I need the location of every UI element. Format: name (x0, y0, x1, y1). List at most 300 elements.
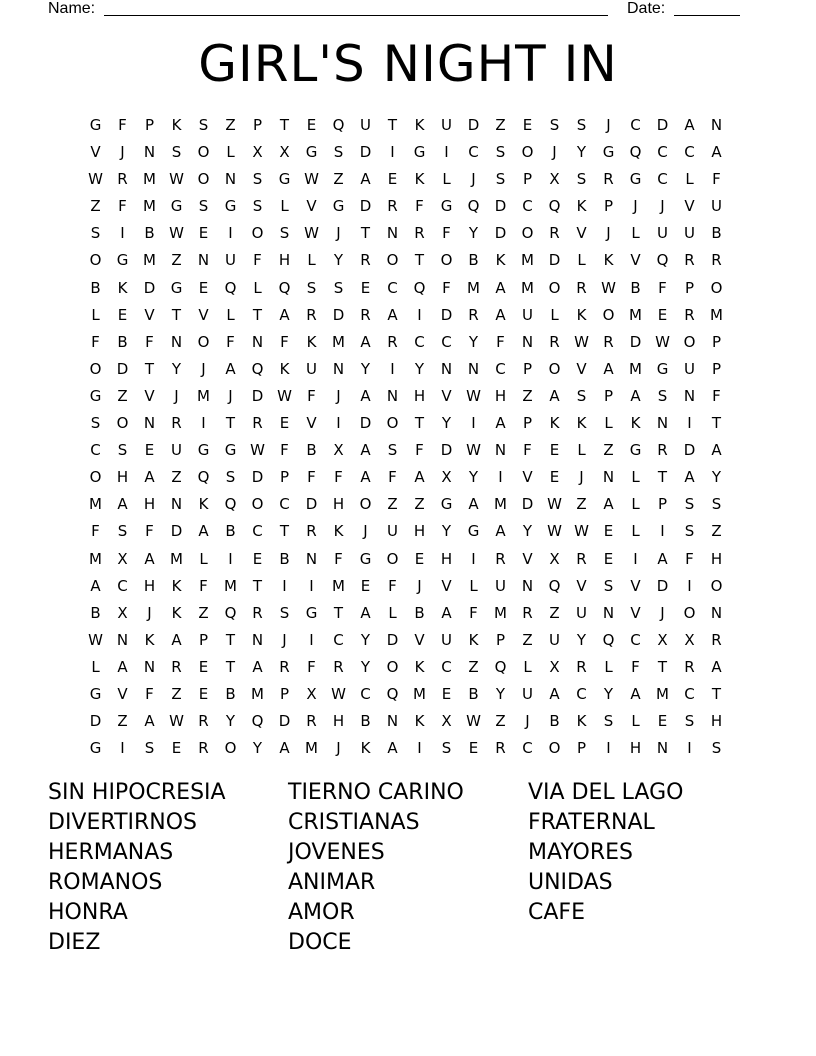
grid-cell[interactable]: X (117, 603, 128, 622)
grid-cell[interactable]: S (441, 739, 452, 758)
grid-cell[interactable]: F (631, 657, 640, 676)
grid-cell[interactable]: R (549, 224, 560, 243)
grid-cell[interactable]: H (710, 549, 723, 568)
name-blank-line[interactable] (104, 15, 608, 16)
grid-cell[interactable]: V (144, 305, 155, 324)
grid-cell[interactable]: N (143, 657, 156, 676)
grid-cell[interactable]: K (603, 251, 614, 270)
grid-cell[interactable]: M (332, 576, 345, 595)
grid-cell[interactable]: T (252, 576, 263, 595)
grid-cell[interactable]: N (602, 603, 615, 622)
grid-cell[interactable]: A (198, 522, 209, 541)
grid-cell[interactable]: G (89, 739, 102, 758)
grid-cell[interactable]: F (280, 441, 289, 460)
grid-cell[interactable]: G (413, 143, 426, 162)
grid-cell[interactable]: D (359, 143, 372, 162)
grid-cell[interactable]: Z (495, 116, 506, 134)
grid-cell[interactable]: O (116, 414, 129, 433)
grid-cell[interactable]: F (307, 468, 316, 487)
grid-cell[interactable]: K (468, 630, 479, 649)
grid-cell[interactable]: Z (711, 522, 722, 541)
grid-cell[interactable]: A (711, 657, 722, 676)
grid-cell[interactable]: W (169, 712, 184, 731)
grid-cell[interactable]: N (251, 630, 264, 649)
grid-cell[interactable]: T (360, 224, 371, 243)
grid-cell[interactable]: S (711, 739, 722, 758)
grid-cell[interactable]: F (307, 386, 316, 405)
grid-cell[interactable]: A (603, 359, 614, 378)
grid-cell[interactable]: T (657, 657, 668, 676)
grid-cell[interactable]: S (549, 116, 560, 134)
grid-cell[interactable]: R (603, 332, 614, 351)
grid-cell[interactable]: D (440, 305, 453, 324)
grid-cell[interactable]: A (657, 549, 668, 568)
grid-cell[interactable]: V (522, 468, 533, 487)
grid-cell[interactable]: H (143, 495, 156, 514)
grid-cell[interactable]: I (282, 576, 287, 595)
grid-cell[interactable]: M (467, 278, 480, 297)
grid-cell[interactable]: A (171, 630, 182, 649)
grid-cell[interactable]: S (684, 712, 695, 731)
grid-cell[interactable]: C (495, 359, 506, 378)
grid-cell[interactable]: A (630, 386, 641, 405)
grid-cell[interactable]: I (471, 414, 476, 433)
grid-cell[interactable]: L (631, 224, 640, 243)
grid-cell[interactable]: X (306, 684, 317, 703)
grid-cell[interactable]: C (387, 278, 398, 297)
grid-cell[interactable]: C (90, 441, 101, 460)
grid-cell[interactable]: R (306, 522, 317, 541)
grid-cell[interactable]: Z (522, 386, 533, 405)
grid-cell[interactable]: R (333, 657, 344, 676)
grid-cell[interactable]: I (228, 549, 233, 568)
grid-cell[interactable]: S (603, 576, 614, 595)
grid-cell[interactable]: N (116, 630, 129, 649)
grid-cell[interactable]: Z (495, 712, 506, 731)
grid-cell[interactable]: F (118, 197, 127, 216)
grid-cell[interactable]: L (199, 549, 208, 568)
grid-cell[interactable]: L (280, 197, 289, 216)
grid-cell[interactable]: N (683, 386, 696, 405)
grid-cell[interactable]: N (521, 332, 534, 351)
grid-cell[interactable]: R (360, 305, 371, 324)
grid-cell[interactable]: K (549, 414, 560, 433)
grid-cell[interactable]: A (495, 305, 506, 324)
grid-cell[interactable]: A (414, 468, 425, 487)
grid-cell[interactable]: F (307, 657, 316, 676)
grid-cell[interactable]: R (711, 630, 722, 649)
grid-cell[interactable]: S (603, 712, 614, 731)
grid-cell[interactable]: R (468, 305, 479, 324)
grid-cell[interactable]: S (90, 414, 101, 433)
grid-cell[interactable]: A (117, 657, 128, 676)
grid-cell[interactable]: O (602, 305, 615, 324)
grid-cell[interactable]: X (333, 441, 344, 460)
grid-cell[interactable]: L (577, 251, 586, 270)
grid-cell[interactable]: V (576, 359, 587, 378)
grid-cell[interactable]: E (198, 657, 209, 676)
grid-cell[interactable]: O (89, 468, 102, 487)
grid-cell[interactable]: P (522, 359, 533, 378)
grid-cell[interactable]: B (279, 549, 290, 568)
grid-cell[interactable]: J (606, 116, 611, 134)
grid-cell[interactable]: O (386, 549, 399, 568)
grid-cell[interactable]: C (333, 630, 344, 649)
grid-cell[interactable]: Y (414, 359, 425, 378)
grid-cell[interactable]: S (576, 170, 587, 189)
grid-cell[interactable]: M (143, 251, 156, 270)
grid-cell[interactable]: A (279, 305, 290, 324)
grid-cell[interactable]: A (117, 495, 128, 514)
grid-cell[interactable]: P (657, 495, 668, 514)
grid-cell[interactable]: T (711, 414, 722, 433)
grid-cell[interactable]: U (522, 305, 533, 324)
grid-cell[interactable]: J (471, 170, 476, 189)
grid-cell[interactable]: S (684, 522, 695, 541)
grid-cell[interactable]: S (576, 386, 587, 405)
grid-cell[interactable]: O (440, 251, 453, 270)
grid-cell[interactable]: O (197, 170, 210, 189)
grid-cell[interactable]: A (360, 170, 371, 189)
grid-cell[interactable]: H (629, 739, 642, 758)
grid-cell[interactable]: D (170, 522, 183, 541)
grid-cell[interactable]: M (170, 549, 183, 568)
grid-cell[interactable]: V (414, 630, 425, 649)
grid-cell[interactable]: L (604, 657, 613, 676)
grid-cell[interactable]: N (197, 251, 210, 270)
grid-cell[interactable]: Z (171, 251, 182, 270)
grid-cell[interactable]: V (522, 549, 533, 568)
grid-cell[interactable]: U (387, 522, 398, 541)
grid-cell[interactable]: F (334, 549, 343, 568)
grid-cell[interactable]: V (576, 576, 587, 595)
grid-cell[interactable]: F (118, 116, 127, 134)
grid-cell[interactable]: J (417, 576, 422, 595)
grid-cell[interactable]: C (576, 684, 587, 703)
grid-cell[interactable]: D (656, 116, 669, 134)
grid-cell[interactable]: L (685, 170, 694, 189)
grid-cell[interactable]: I (309, 630, 314, 649)
grid-cell[interactable]: G (197, 441, 210, 460)
grid-cell[interactable]: N (494, 441, 507, 460)
grid-cell[interactable]: Y (360, 657, 371, 676)
grid-cell[interactable]: Z (117, 712, 128, 731)
grid-cell[interactable]: N (710, 116, 723, 134)
grid-cell[interactable]: O (386, 657, 399, 676)
grid-cell[interactable]: L (604, 414, 613, 433)
grid-cell[interactable]: R (711, 251, 722, 270)
grid-cell[interactable]: Z (522, 630, 533, 649)
grid-cell[interactable]: M (521, 251, 534, 270)
grid-cell[interactable]: G (89, 386, 102, 405)
grid-cell[interactable]: J (525, 712, 530, 731)
grid-cell[interactable]: M (224, 576, 237, 595)
grid-cell[interactable]: A (252, 657, 263, 676)
grid-cell[interactable]: U (684, 224, 695, 243)
grid-cell[interactable]: J (336, 739, 341, 758)
grid-cell[interactable]: G (224, 197, 237, 216)
grid-cell[interactable]: U (495, 576, 506, 595)
grid-cell[interactable]: F (145, 522, 154, 541)
grid-cell[interactable]: A (711, 441, 722, 460)
grid-cell[interactable]: V (441, 386, 452, 405)
grid-cell[interactable]: F (334, 468, 343, 487)
grid-cell[interactable]: N (386, 712, 399, 731)
grid-cell[interactable]: G (440, 495, 453, 514)
grid-cell[interactable]: C (522, 197, 533, 216)
grid-cell[interactable]: R (684, 251, 695, 270)
grid-cell[interactable]: S (252, 170, 263, 189)
grid-cell[interactable]: P (279, 684, 290, 703)
grid-cell[interactable]: M (143, 197, 156, 216)
grid-cell[interactable]: A (549, 684, 560, 703)
grid-cell[interactable]: A (684, 468, 695, 487)
grid-cell[interactable]: G (440, 197, 453, 216)
grid-cell[interactable]: Z (171, 468, 182, 487)
grid-cell[interactable]: I (390, 143, 395, 162)
grid-cell[interactable]: O (521, 143, 534, 162)
grid-cell[interactable]: I (228, 224, 233, 243)
grid-cell[interactable]: I (390, 359, 395, 378)
grid-cell[interactable]: T (279, 522, 290, 541)
grid-cell[interactable]: C (441, 332, 452, 351)
grid-cell[interactable]: Q (224, 603, 237, 622)
grid-cell[interactable]: F (199, 576, 208, 595)
grid-cell[interactable]: S (279, 224, 290, 243)
grid-cell[interactable]: P (144, 116, 155, 134)
grid-cell[interactable]: A (360, 468, 371, 487)
grid-cell[interactable]: N (143, 143, 156, 162)
grid-cell[interactable]: J (120, 143, 125, 162)
grid-cell[interactable]: R (657, 441, 668, 460)
grid-cell[interactable]: C (279, 495, 290, 514)
grid-cell[interactable]: O (89, 359, 102, 378)
grid-cell[interactable]: T (711, 684, 722, 703)
grid-cell[interactable]: D (359, 197, 372, 216)
grid-cell[interactable]: S (144, 739, 155, 758)
grid-cell[interactable]: L (226, 143, 235, 162)
grid-cell[interactable]: V (306, 414, 317, 433)
grid-cell[interactable]: R (414, 224, 425, 243)
grid-cell[interactable]: F (712, 170, 721, 189)
grid-cell[interactable]: R (495, 739, 506, 758)
grid-cell[interactable]: H (413, 386, 426, 405)
grid-cell[interactable]: R (495, 549, 506, 568)
grid-cell[interactable]: L (91, 305, 100, 324)
grid-cell[interactable]: I (417, 739, 422, 758)
grid-cell[interactable]: H (494, 386, 507, 405)
grid-cell[interactable]: C (414, 332, 425, 351)
grid-cell[interactable]: X (441, 712, 452, 731)
grid-cell[interactable]: A (441, 603, 452, 622)
grid-cell[interactable]: V (198, 305, 209, 324)
grid-cell[interactable]: C (468, 143, 479, 162)
grid-cell[interactable]: Q (224, 278, 237, 297)
grid-cell[interactable]: L (307, 251, 316, 270)
grid-cell[interactable]: V (441, 576, 452, 595)
grid-cell[interactable]: T (171, 305, 182, 324)
grid-cell[interactable]: S (387, 441, 398, 460)
grid-cell[interactable]: N (710, 603, 723, 622)
grid-cell[interactable]: F (91, 522, 100, 541)
grid-cell[interactable]: F (523, 441, 532, 460)
grid-cell[interactable]: J (660, 197, 665, 216)
grid-cell[interactable]: O (386, 414, 399, 433)
grid-cell[interactable]: C (630, 630, 641, 649)
grid-cell[interactable]: Y (495, 684, 506, 703)
grid-cell[interactable]: L (388, 603, 397, 622)
grid-cell[interactable]: A (144, 468, 155, 487)
grid-cell[interactable]: J (228, 386, 233, 405)
grid-cell[interactable]: P (603, 386, 614, 405)
grid-cell[interactable]: M (332, 332, 345, 351)
grid-cell[interactable]: M (629, 305, 642, 324)
grid-cell[interactable]: H (413, 522, 426, 541)
grid-cell[interactable]: O (359, 495, 372, 514)
grid-cell[interactable]: N (143, 414, 156, 433)
grid-cell[interactable]: L (631, 522, 640, 541)
grid-cell[interactable]: S (684, 495, 695, 514)
grid-cell[interactable]: R (252, 603, 263, 622)
grid-cell[interactable]: K (630, 414, 641, 433)
grid-cell[interactable]: W (277, 386, 292, 405)
grid-cell[interactable]: K (333, 522, 344, 541)
grid-cell[interactable]: U (657, 224, 668, 243)
grid-cell[interactable]: T (144, 359, 155, 378)
grid-cell[interactable]: H (143, 576, 156, 595)
grid-cell[interactable]: M (251, 684, 264, 703)
grid-cell[interactable]: D (494, 197, 507, 216)
grid-cell[interactable]: A (360, 441, 371, 460)
grid-cell[interactable]: D (629, 332, 642, 351)
grid-cell[interactable]: O (386, 251, 399, 270)
grid-cell[interactable]: I (471, 549, 476, 568)
grid-cell[interactable]: D (386, 630, 399, 649)
grid-cell[interactable]: T (225, 414, 236, 433)
grid-cell[interactable]: E (441, 684, 452, 703)
grid-cell[interactable]: W (547, 495, 562, 514)
grid-cell[interactable]: W (304, 170, 319, 189)
grid-cell[interactable]: N (602, 468, 615, 487)
grid-cell[interactable]: S (306, 278, 317, 297)
grid-cell[interactable]: W (88, 170, 103, 189)
grid-cell[interactable]: R (576, 549, 587, 568)
grid-cell[interactable]: E (414, 549, 425, 568)
grid-cell[interactable]: E (468, 739, 479, 758)
grid-cell[interactable]: E (360, 278, 371, 297)
grid-cell[interactable]: Y (252, 739, 263, 758)
grid-cell[interactable]: S (117, 441, 128, 460)
grid-cell[interactable]: Q (251, 712, 264, 731)
grid-cell[interactable]: L (631, 495, 640, 514)
grid-cell[interactable]: Z (225, 116, 236, 134)
grid-cell[interactable]: L (226, 305, 235, 324)
grid-cell[interactable]: R (684, 305, 695, 324)
grid-cell[interactable]: R (306, 712, 317, 731)
grid-cell[interactable]: C (360, 684, 371, 703)
grid-cell[interactable]: N (170, 495, 183, 514)
grid-cell[interactable]: U (225, 251, 236, 270)
grid-cell[interactable]: P (252, 116, 263, 134)
grid-cell[interactable]: R (306, 305, 317, 324)
grid-cell[interactable]: O (548, 359, 561, 378)
grid-cell[interactable]: B (144, 224, 155, 243)
grid-cell[interactable]: L (523, 657, 532, 676)
grid-cell[interactable]: D (278, 712, 291, 731)
grid-cell[interactable]: M (521, 278, 534, 297)
grid-cell[interactable]: Z (117, 386, 128, 405)
grid-cell[interactable]: R (576, 278, 587, 297)
grid-cell[interactable]: C (630, 116, 641, 134)
grid-cell[interactable]: X (549, 170, 560, 189)
grid-cell[interactable]: Y (603, 684, 614, 703)
grid-cell[interactable]: G (89, 684, 102, 703)
grid-cell[interactable]: N (170, 332, 183, 351)
grid-cell[interactable]: T (657, 468, 668, 487)
grid-cell[interactable]: B (360, 712, 371, 731)
grid-cell[interactable]: M (305, 739, 318, 758)
grid-cell[interactable]: H (116, 468, 129, 487)
grid-cell[interactable]: S (225, 468, 236, 487)
grid-cell[interactable]: Z (387, 495, 398, 514)
grid-cell[interactable]: G (278, 170, 291, 189)
grid-cell[interactable]: Z (171, 684, 182, 703)
grid-cell[interactable]: N (305, 549, 318, 568)
grid-cell[interactable]: I (417, 305, 422, 324)
grid-cell[interactable]: J (633, 197, 638, 216)
grid-cell[interactable]: L (442, 170, 451, 189)
grid-cell[interactable]: J (606, 224, 611, 243)
grid-cell[interactable]: Z (90, 197, 101, 216)
grid-cell[interactable]: V (630, 251, 641, 270)
grid-cell[interactable]: V (576, 224, 587, 243)
grid-cell[interactable]: X (117, 549, 128, 568)
grid-cell[interactable]: P (711, 359, 722, 378)
grid-cell[interactable]: C (441, 657, 452, 676)
grid-cell[interactable]: O (89, 251, 102, 270)
grid-cell[interactable]: J (201, 359, 206, 378)
grid-cell[interactable]: O (521, 224, 534, 243)
grid-cell[interactable]: D (116, 359, 129, 378)
grid-cell[interactable]: C (252, 522, 263, 541)
grid-cell[interactable]: Y (576, 630, 587, 649)
grid-cell[interactable]: U (576, 603, 587, 622)
grid-cell[interactable]: J (660, 603, 665, 622)
grid-cell[interactable]: J (336, 224, 341, 243)
grid-cell[interactable]: D (143, 278, 156, 297)
grid-cell[interactable]: O (710, 576, 723, 595)
grid-cell[interactable]: K (171, 603, 182, 622)
grid-cell[interactable]: R (684, 657, 695, 676)
grid-cell[interactable]: T (414, 414, 425, 433)
grid-cell[interactable]: Q (548, 576, 561, 595)
grid-cell[interactable]: F (145, 684, 154, 703)
grid-cell[interactable]: K (144, 630, 155, 649)
grid-cell[interactable]: S (90, 224, 101, 243)
grid-cell[interactable]: E (198, 278, 209, 297)
grid-cell[interactable]: P (522, 170, 533, 189)
grid-cell[interactable]: Y (441, 414, 452, 433)
grid-cell[interactable]: I (687, 576, 692, 595)
grid-cell[interactable]: P (495, 630, 506, 649)
grid-cell[interactable]: O (224, 739, 237, 758)
grid-cell[interactable]: V (306, 197, 317, 216)
grid-cell[interactable]: L (253, 278, 262, 297)
grid-cell[interactable]: O (251, 495, 264, 514)
grid-cell[interactable]: F (415, 197, 424, 216)
grid-cell[interactable]: S (252, 197, 263, 216)
grid-cell[interactable]: C (657, 143, 668, 162)
